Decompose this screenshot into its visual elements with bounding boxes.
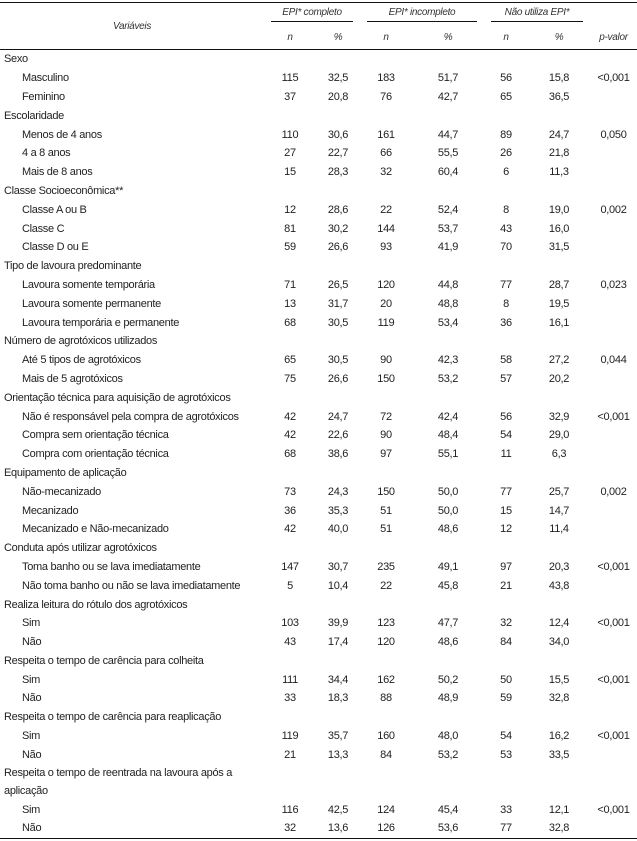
pvalue-cell [590, 238, 637, 257]
count-cell: 33 [284, 692, 296, 705]
percent-cell: 30,5 [327, 354, 349, 367]
count-cell: 15 [500, 504, 512, 517]
percent-cell: 11,4 [549, 523, 569, 536]
count-cell: 36 [500, 316, 512, 329]
row-label: Classe C [22, 222, 65, 235]
section-row [0, 182, 637, 201]
count-cell: 120 [377, 278, 395, 291]
percent-cell: 28,3 [327, 166, 349, 179]
pvalue-cell: <0,001 [597, 72, 630, 85]
percent-cell: 36,5 [548, 90, 570, 103]
count-cell: 84 [500, 636, 512, 649]
percent-cell: 48,9 [437, 692, 459, 705]
percent-cell: 34,4 [327, 673, 349, 686]
percent-cell: 12,1 [548, 803, 570, 816]
row-label: Compra sem orientação técnica [22, 429, 169, 442]
count-cell: 59 [500, 692, 512, 705]
pvalue-header: p-valor [590, 25, 637, 50]
percent-cell: 55,5 [437, 147, 459, 160]
table-row [0, 727, 637, 746]
row-label: Mais de 5 agrotóxicos [22, 372, 123, 385]
percent-cell: 50,0 [437, 485, 459, 498]
pvalue-cell [590, 370, 637, 389]
section-title: Tipo de lavoura predominante [4, 260, 142, 273]
pvalue-cell: <0,001 [597, 730, 630, 743]
row-label: Mais de 8 anos [22, 166, 93, 179]
percent-cell: 53,4 [437, 316, 459, 329]
table-row [0, 501, 637, 520]
count-cell: 110 [281, 128, 299, 141]
count-cell: 70 [500, 241, 512, 254]
section-row [0, 764, 637, 800]
percent-cell: 11,3 [549, 166, 569, 179]
sub-header-pct: % [316, 25, 360, 50]
percent-cell: 45,8 [437, 579, 459, 592]
table-row [0, 445, 637, 464]
count-cell: 56 [500, 72, 512, 85]
count-cell: 119 [377, 316, 395, 329]
pvalue-cell [590, 144, 637, 163]
pvalue-cell [590, 445, 637, 464]
section-title: Respeita o tempo de reentrada na lavoura após a aplicação [4, 767, 233, 798]
percent-cell: 22,7 [327, 147, 349, 160]
percent-cell: 32,8 [548, 692, 570, 705]
table-row [0, 200, 637, 219]
count-cell: 160 [377, 730, 395, 743]
percent-cell: 49,1 [437, 560, 459, 573]
table-row [0, 745, 637, 764]
count-cell: 84 [380, 748, 392, 761]
count-cell: 53 [500, 748, 512, 761]
percent-cell: 34,0 [548, 636, 570, 649]
pvalue-cell: 0,023 [600, 278, 627, 291]
percent-cell: 42,5 [327, 803, 349, 816]
section-title: Escolaridade [4, 109, 64, 122]
percent-cell: 26,6 [327, 372, 349, 385]
count-cell: 57 [500, 372, 512, 385]
pvalue-cell: <0,001 [597, 673, 630, 686]
percent-cell: 31,7 [327, 297, 349, 310]
count-cell: 22 [380, 203, 392, 216]
count-cell: 144 [377, 222, 395, 235]
pvalue-cell: 0,044 [600, 354, 627, 367]
table-row [0, 576, 637, 595]
count-cell: 65 [500, 90, 512, 103]
sub-header-n: n [360, 25, 412, 50]
pvalue-cell [590, 633, 637, 652]
count-cell: 90 [380, 429, 392, 442]
count-cell: 77 [500, 485, 512, 498]
percent-cell: 30,2 [327, 222, 349, 235]
table-row [0, 482, 637, 501]
count-cell: 76 [380, 90, 392, 103]
count-cell: 32 [380, 166, 392, 179]
section-row [0, 257, 637, 276]
percent-cell: 35,3 [327, 504, 349, 517]
section-row [0, 595, 637, 614]
percent-cell: 45,4 [437, 803, 459, 816]
count-cell: 43 [284, 636, 296, 649]
count-cell: 5 [287, 579, 293, 592]
pvalue-cell: <0,001 [597, 803, 630, 816]
count-cell: 123 [377, 617, 395, 630]
percent-cell: 44,8 [437, 278, 459, 291]
section-row [0, 539, 637, 558]
table-row [0, 370, 637, 389]
row-label: Lavoura somente temporária [22, 278, 155, 291]
row-label: Mecanizado [22, 504, 79, 517]
percent-cell: 48,6 [437, 636, 459, 649]
section-title: Número de agrotóxicos utilizados [4, 335, 158, 348]
percent-cell: 53,7 [437, 222, 459, 235]
percent-cell: 50,0 [437, 504, 459, 517]
row-label: Sim [22, 617, 41, 630]
percent-cell: 32,5 [327, 72, 349, 85]
percent-cell: 52,4 [437, 203, 459, 216]
percent-cell: 43,8 [548, 579, 570, 592]
table-row [0, 163, 637, 182]
percent-cell: 26,6 [327, 241, 349, 254]
percent-cell: 14,7 [548, 504, 570, 517]
pvalue-cell: <0,001 [597, 410, 630, 423]
percent-cell: 53,2 [437, 748, 459, 761]
pvalue-cell [590, 294, 637, 313]
table-row [0, 520, 637, 539]
percent-cell: 16,1 [548, 316, 570, 329]
count-cell: 97 [380, 448, 392, 461]
percent-cell: 50,2 [437, 673, 459, 686]
percent-cell: 30,5 [327, 316, 349, 329]
table-row [0, 426, 637, 445]
count-cell: 183 [377, 72, 395, 85]
table-row [0, 558, 637, 577]
section-row [0, 388, 637, 407]
pvalue-cell [590, 819, 637, 838]
count-cell: 51 [380, 504, 392, 517]
percent-cell: 48,4 [437, 429, 459, 442]
section-title: Respeita o tempo de carência para reaplicação [4, 711, 222, 724]
count-cell: 26 [500, 147, 512, 160]
count-cell: 90 [380, 354, 392, 367]
percent-cell: 6,3 [551, 448, 567, 461]
count-cell: 161 [377, 128, 395, 141]
count-cell: 65 [284, 354, 296, 367]
table-row [0, 88, 637, 107]
percent-cell: 53,6 [437, 822, 459, 835]
pvalue-cell [590, 88, 637, 107]
percent-cell: 24,7 [327, 410, 349, 423]
sub-header-pct: % [528, 25, 590, 50]
section-row [0, 464, 637, 483]
count-cell: 20 [380, 297, 392, 310]
count-cell: 54 [500, 730, 512, 743]
count-cell: 50 [500, 673, 512, 686]
count-cell: 81 [284, 222, 296, 235]
count-cell: 150 [377, 372, 395, 385]
pvalue-cell [590, 313, 637, 332]
section-title: Respeita o tempo de carência para colheita [4, 654, 204, 667]
row-label: Sim [22, 803, 41, 816]
row-label: Classe D ou E [22, 241, 89, 254]
table-row [0, 125, 637, 144]
pvalue-cell: 0,050 [600, 128, 627, 141]
percent-cell: 15,5 [548, 673, 570, 686]
pvalue-cell [590, 689, 637, 708]
row-label: Lavoura temporária e permanente [22, 316, 180, 329]
percent-cell: 47,7 [437, 617, 459, 630]
count-cell: 93 [380, 241, 392, 254]
table-row [0, 69, 637, 88]
percent-cell: 15,8 [548, 72, 570, 85]
sub-header-pct: % [412, 25, 484, 50]
count-cell: 59 [284, 241, 296, 254]
count-cell: 21 [284, 748, 296, 761]
count-cell: 15 [284, 166, 296, 179]
pvalue-cell: 0,002 [600, 485, 627, 498]
percent-cell: 42,7 [437, 90, 459, 103]
table-row [0, 313, 637, 332]
count-cell: 111 [282, 673, 298, 686]
row-label: Classe A ou B [22, 203, 87, 216]
percent-cell: 30,6 [327, 128, 349, 141]
row-label: Feminino [22, 90, 65, 103]
count-cell: 116 [281, 803, 299, 816]
percent-cell: 29,0 [548, 429, 570, 442]
count-cell: 54 [500, 429, 512, 442]
percent-cell: 42,4 [437, 410, 459, 423]
count-cell: 124 [377, 803, 395, 816]
table-row [0, 633, 637, 652]
percent-cell: 16,2 [548, 730, 570, 743]
count-cell: 58 [500, 354, 512, 367]
count-cell: 56 [500, 410, 512, 423]
percent-cell: 20,8 [327, 90, 349, 103]
table-row [0, 407, 637, 426]
section-row [0, 50, 637, 69]
count-cell: 235 [377, 560, 395, 573]
percent-cell: 30,7 [327, 560, 349, 573]
row-label: Menos de 4 anos [22, 128, 102, 141]
row-label: Não [22, 636, 42, 649]
count-cell: 162 [377, 673, 395, 686]
count-cell: 51 [380, 523, 392, 536]
percent-cell: 21,8 [548, 147, 570, 160]
count-cell: 13 [284, 297, 296, 310]
count-cell: 33 [500, 803, 512, 816]
row-label: Sim [22, 673, 41, 686]
percent-cell: 31,5 [548, 241, 570, 254]
table-row [0, 689, 637, 708]
count-cell: 43 [500, 222, 512, 235]
percent-cell: 10,4 [327, 579, 349, 592]
percent-cell: 38,6 [327, 448, 349, 461]
table-row [0, 144, 637, 163]
count-cell: 8 [503, 203, 509, 216]
section-row [0, 106, 637, 125]
percent-cell: 13,3 [327, 748, 349, 761]
count-cell: 75 [284, 372, 296, 385]
pvalue-cell [590, 520, 637, 539]
percent-cell: 12,4 [548, 617, 570, 630]
percent-cell: 17,4 [327, 636, 349, 649]
table-row [0, 276, 637, 295]
count-cell: 126 [377, 822, 395, 835]
percent-cell: 18,3 [327, 692, 349, 705]
percent-cell: 24,3 [327, 485, 349, 498]
count-cell: 6 [503, 166, 509, 179]
percent-cell: 28,6 [327, 203, 349, 216]
percent-cell: 51,7 [437, 72, 459, 85]
row-label: Não-mecanizado [22, 485, 101, 498]
sub-header-n: n [264, 25, 316, 50]
row-label: Mecanizado e Não-mecanizado [22, 523, 169, 536]
percent-cell: 13,6 [327, 822, 349, 835]
percent-cell: 60,4 [437, 166, 459, 179]
count-cell: 32 [500, 617, 512, 630]
count-cell: 72 [380, 410, 392, 423]
row-label: Não [22, 748, 42, 761]
count-cell: 11 [500, 448, 512, 461]
percent-cell: 39,9 [327, 617, 349, 630]
table-row [0, 351, 637, 370]
count-cell: 42 [284, 523, 296, 536]
percent-cell: 22,6 [327, 429, 349, 442]
percent-cell: 28,7 [548, 278, 570, 291]
sub-header-n: n [484, 25, 528, 50]
count-cell: 27 [284, 147, 296, 160]
percent-cell: 55,1 [437, 448, 459, 461]
count-cell: 42 [284, 429, 296, 442]
pvalue-cell: <0,001 [597, 617, 630, 630]
percent-cell: 24,7 [548, 128, 570, 141]
percent-cell: 20,3 [548, 560, 570, 573]
results-table [0, 2, 637, 839]
table-row [0, 670, 637, 689]
pvalue-cell [590, 576, 637, 595]
row-label: Lavoura somente permanente [22, 297, 161, 310]
percent-cell: 19,0 [548, 203, 570, 216]
count-cell: 115 [281, 72, 299, 85]
section-title: Orientação técnica para aquisição de agrotóxicos [4, 391, 231, 404]
row-label: Masculino [22, 72, 69, 85]
section-row [0, 708, 637, 727]
row-label: Não é responsável pela compra de agrotóxicos [22, 410, 239, 423]
count-cell: 103 [281, 617, 299, 630]
row-label: Compra com orientação técnica [22, 448, 169, 461]
count-cell: 120 [377, 636, 395, 649]
percent-cell: 35,7 [327, 730, 349, 743]
section-row [0, 332, 637, 351]
count-cell: 147 [281, 560, 299, 573]
row-label: Até 5 tipos de agrotóxicos [22, 354, 141, 367]
count-cell: 12 [284, 203, 296, 216]
count-cell: 8 [503, 297, 509, 310]
count-cell: 97 [500, 560, 512, 573]
section-title: Realiza leitura do rótulo dos agrotóxicos [4, 598, 188, 611]
count-cell: 32 [284, 822, 296, 835]
percent-cell: 26,5 [327, 278, 349, 291]
count-cell: 66 [380, 147, 392, 160]
percent-cell: 48,6 [437, 523, 459, 536]
table-row [0, 800, 637, 819]
pvalue-cell: <0,001 [597, 560, 630, 573]
percent-cell: 42,3 [437, 354, 459, 367]
row-label: Toma banho ou se lava imediatamente [22, 560, 201, 573]
pvalue-cell [590, 163, 637, 182]
section-title: Classe Socioeconômica** [4, 184, 124, 197]
count-cell: 36 [284, 504, 296, 517]
count-cell: 119 [281, 730, 299, 743]
count-cell: 150 [377, 485, 395, 498]
count-cell: 42 [284, 410, 296, 423]
row-label: Sim [22, 730, 41, 743]
group-header-none: Não utiliza EPI* [484, 3, 590, 26]
count-cell: 21 [500, 579, 512, 592]
percent-cell: 32,9 [548, 410, 570, 423]
table-row [0, 614, 637, 633]
table-row [0, 819, 637, 838]
percent-cell: 44,7 [437, 128, 459, 141]
percent-cell: 25,7 [548, 485, 570, 498]
percent-cell: 27,2 [548, 354, 570, 367]
row-label: 4 a 8 anos [22, 147, 71, 160]
percent-cell: 41,9 [437, 241, 459, 254]
count-cell: 22 [380, 579, 392, 592]
count-cell: 37 [284, 90, 296, 103]
pvalue-cell: 0,002 [600, 203, 627, 216]
row-label: Não [22, 822, 42, 835]
section-title: Sexo [4, 53, 28, 66]
count-cell: 71 [284, 278, 296, 291]
percent-cell: 32,8 [548, 822, 570, 835]
pvalue-cell [590, 219, 637, 238]
percent-cell: 53,2 [437, 372, 459, 385]
percent-cell: 19,5 [548, 297, 570, 310]
row-label: Não toma banho ou não se lava imediatamente [22, 579, 241, 592]
pvalue-cell [590, 745, 637, 764]
table-row [0, 219, 637, 238]
count-cell: 68 [284, 448, 296, 461]
count-cell: 12 [500, 523, 512, 536]
percent-cell: 20,2 [548, 372, 570, 385]
count-cell: 89 [500, 128, 512, 141]
count-cell: 73 [284, 485, 296, 498]
percent-cell: 48,0 [437, 730, 459, 743]
section-title: Conduta após utilizar agrotóxicos [4, 542, 157, 555]
row-label: Não [22, 692, 42, 705]
section-title: Equipamento de aplicação [4, 466, 127, 479]
percent-cell: 16,0 [548, 222, 570, 235]
percent-cell: 40,0 [327, 523, 349, 536]
percent-cell: 33,5 [548, 748, 570, 761]
count-cell: 77 [500, 278, 512, 291]
table-body [0, 50, 637, 839]
variables-header: Variáveis [0, 3, 264, 50]
group-header-complete: EPI* completo [264, 3, 360, 26]
pvalue-cell [590, 426, 637, 445]
section-row [0, 652, 637, 671]
count-cell: 77 [500, 822, 512, 835]
count-cell: 88 [380, 692, 392, 705]
count-cell: 68 [284, 316, 296, 329]
group-header-incomplete: EPI* incompleto [360, 3, 484, 26]
pvalue-cell [590, 501, 637, 520]
table-row [0, 294, 637, 313]
table-row [0, 238, 637, 257]
percent-cell: 48,8 [437, 297, 459, 310]
